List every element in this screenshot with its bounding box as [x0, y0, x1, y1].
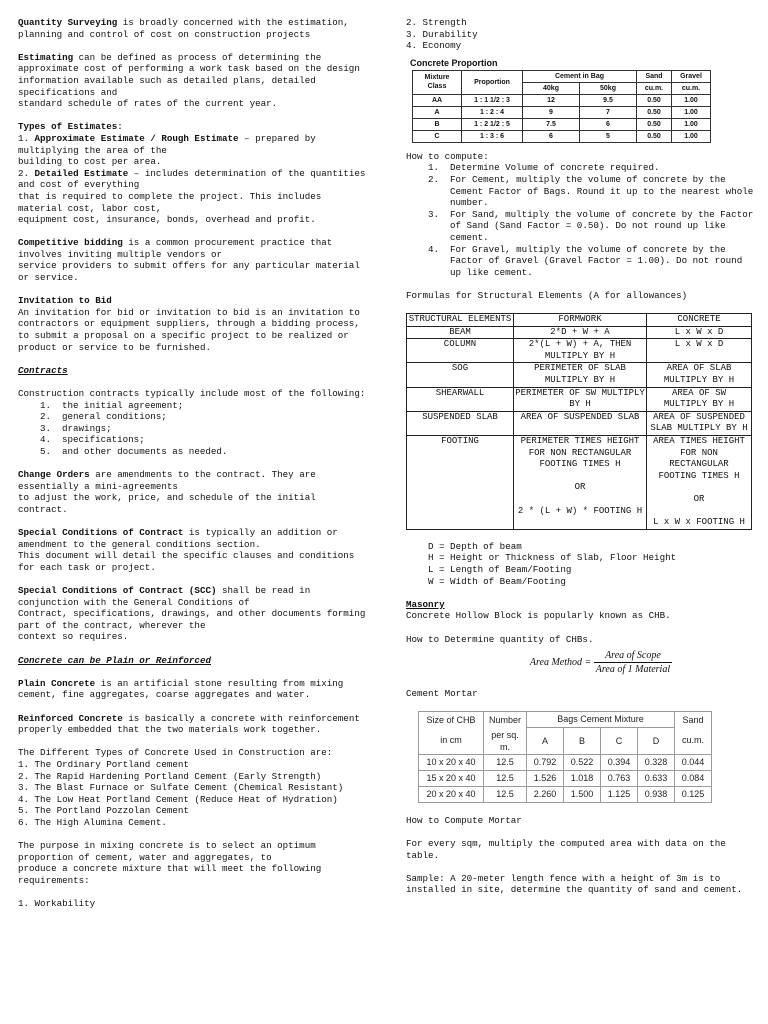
header-b: B — [564, 728, 601, 755]
list-item — [428, 209, 756, 244]
cell: FOOTING — [407, 436, 514, 530]
contracts-intro: Construction contracts typically include most of the following: — [18, 388, 366, 399]
cell: 0.084 — [675, 770, 712, 786]
concrete-proportion-title: Concrete Proportion — [410, 57, 498, 68]
cell: L x W x D — [647, 326, 752, 339]
contracts-list — [18, 400, 370, 458]
list-item — [40, 434, 370, 446]
cell: 0.50 — [637, 130, 672, 142]
cell: 1.00 — [672, 106, 711, 118]
cell: 0.50 — [637, 118, 672, 130]
cell: AREA OF SUSPENDED SLAB — [514, 411, 647, 435]
list-item — [428, 244, 756, 279]
header-bags: Bags Cement Mixture — [527, 712, 675, 728]
change-orders-paragraph — [18, 469, 370, 515]
concrete-title: Concrete can be Plain or Reinforced — [18, 654, 211, 666]
scc-paragraph — [18, 585, 370, 643]
header-d: D — [638, 728, 675, 755]
cell: 1.125 — [601, 786, 638, 802]
concrete-proportion-table — [412, 70, 711, 143]
table-row — [407, 411, 752, 435]
sc-term: Special Conditions of Contract — [18, 527, 184, 539]
list-item — [40, 446, 370, 458]
cell: AREA OF SUSPENDED SLAB MULTIPLY BY H — [647, 411, 752, 435]
header-sand-unit: cu.m. — [637, 82, 672, 94]
list-num: 1. — [428, 162, 440, 174]
cell: 2*D + W + A — [514, 326, 647, 339]
table-row — [413, 106, 711, 118]
sc-text: is typically an addition or amendment to the general conditions section. This document will detail the specific clauses and conditions for each task or project. — [18, 527, 355, 573]
list-num: 3. — [428, 208, 440, 220]
table-header-row — [419, 712, 712, 728]
header-size: Size of CHB — [419, 712, 484, 728]
concrete-types-block — [18, 747, 370, 828]
cell: 10 x 20 x 40 — [419, 754, 484, 770]
cb-term: Competitive bidding — [18, 237, 123, 249]
cell: SOG — [407, 363, 514, 387]
list-text: the initial agreement; — [62, 399, 184, 411]
table-row — [407, 339, 752, 363]
cell: AREA OF SLAB MULTIPLY BY H — [647, 363, 752, 387]
estimating-term: Estimating — [18, 51, 74, 63]
cell: 7.5 — [523, 118, 580, 130]
sample-text: Sample: A 20-meter length fence with a height of 3m is to installed in site, determine the quantity of sand and cement. — [406, 872, 743, 896]
cell: PERIMETER OF SW MULTIPLY BY H — [514, 387, 647, 411]
cell: 6 — [523, 130, 580, 142]
cell: 0.50 — [637, 106, 672, 118]
list-item: D = Depth of beam — [428, 540, 522, 552]
list-text: Determine Volume of concrete required. — [450, 162, 660, 174]
formulas-title: Formulas for Structural Elements (A for allowances) — [406, 289, 688, 301]
cell: 12.5 — [484, 786, 527, 802]
cell: 0.50 — [637, 94, 672, 106]
list-item: 4. The Low Heat Portland Cement (Reduce Heat of Hydration) — [18, 793, 338, 805]
header-proportion: Proportion — [462, 70, 523, 94]
cell: 0.792 — [527, 754, 564, 770]
right-column — [406, 17, 756, 908]
header-sand: Sand — [637, 70, 672, 82]
list-num: 2. — [428, 173, 440, 185]
cell: 1.018 — [564, 770, 601, 786]
estimating-paragraph — [18, 52, 370, 110]
footing-formwork-or: OR — [574, 482, 586, 493]
formula-denominator: Area of 1 Material — [595, 664, 671, 676]
footing-concrete-b: L x W x FOOTING H — [653, 517, 745, 528]
cell: 9.5 — [580, 94, 637, 106]
cell: 1.500 — [564, 786, 601, 802]
cell: 0.522 — [564, 754, 601, 770]
concrete-heading — [18, 655, 370, 667]
type1-text: – prepared by multiplying the area of the building to cost per area. — [18, 132, 316, 168]
list-item: 1. The Ordinary Portland cement — [18, 759, 189, 770]
cell: 5 — [580, 130, 637, 142]
list-item: W = Width of Beam/Footing — [428, 575, 566, 587]
header-sand-unit: cu.m. — [675, 728, 712, 755]
cell: 1 : 1 1/2 : 3 — [462, 94, 523, 106]
cell: 12.5 — [484, 770, 527, 786]
footing-concrete-or: OR — [693, 494, 705, 504]
list-item: 4. Economy — [406, 40, 462, 52]
cell: C — [413, 130, 462, 142]
cell: L x W x D — [647, 339, 752, 363]
header-a: A — [527, 728, 564, 755]
table-row — [407, 326, 752, 339]
header-50kg: 50kg — [580, 82, 637, 94]
pc-text: is an artificial stone resulting from mixing cement, fine aggregates, coarse aggregates and water. — [18, 677, 344, 701]
table-row — [413, 118, 711, 130]
structural-elements-table — [406, 313, 752, 530]
cement-mortar-table — [418, 711, 712, 803]
list-item — [40, 400, 370, 412]
list-item: 3. Durability — [406, 28, 478, 40]
list-item: 6. The High Alumina Cement. — [18, 816, 167, 828]
masonry-title: Masonry — [406, 598, 445, 610]
chb-howto: How to Determine quantity of CHBs. — [406, 633, 594, 645]
cell: 12 — [523, 94, 580, 106]
cell: 2*(L + W) + A, THEN MULTIPLY BY H — [514, 339, 647, 363]
header-sand: Sand — [675, 712, 712, 728]
footing-concrete-a: AREA TIMES HEIGHT FOR NON RECTANGULAR FOOTING TIMES H — [653, 436, 745, 481]
header-size-unit: in cm — [419, 728, 484, 755]
cell: 15 x 20 x 40 — [419, 770, 484, 786]
cell: 1.526 — [527, 770, 564, 786]
cell: 1 : 2 : 4 — [462, 106, 523, 118]
qs-paragraph — [18, 17, 370, 40]
type1-num: 1. — [18, 132, 35, 144]
list-text: drawings; — [62, 422, 112, 434]
cell: 1 : 2 1/2 : 5 — [462, 118, 523, 130]
concrete-types-intro: The Different Types of Concrete Used in Construction are: — [18, 747, 333, 759]
cell: 20 x 20 x 40 — [419, 786, 484, 802]
cell: 1 : 3 : 6 — [462, 130, 523, 142]
table-row — [419, 770, 712, 786]
types-colon: : — [117, 121, 123, 133]
pc-term: Plain Concrete — [18, 677, 96, 689]
table-row — [407, 363, 752, 387]
list-text: general conditions; — [62, 411, 167, 423]
cell: 9 — [523, 106, 580, 118]
list-text: specifications; — [62, 434, 145, 446]
table-row — [407, 436, 752, 530]
table-header-row — [413, 70, 711, 82]
header-mixture-class: Mixture Class — [413, 70, 462, 94]
cell: 6 — [580, 118, 637, 130]
cell: 0.763 — [601, 770, 638, 786]
header-formwork: FORMWORK — [514, 314, 647, 327]
scc-term: Special Conditions of Contract (SCC) — [18, 585, 217, 597]
table-row — [413, 130, 711, 142]
cell: 0.394 — [601, 754, 638, 770]
howto-title: How to compute: — [406, 150, 489, 162]
type2-text: – includes determination of the quantities and cost of everything that is required to complete the project. This includes material cost, labor cost, equipment cost, insurance, bonds, overhead and profit. — [18, 167, 366, 226]
footing-formwork-a: PERIMETER TIMES HEIGHT FOR NON RECTANGULAR FOOTING TIMES H — [520, 436, 640, 470]
rc-term: Reinforced Concrete — [18, 712, 123, 724]
list-item: H = Height or Thickness of Slab, Floor Height — [428, 552, 677, 564]
header-number: Number — [484, 712, 527, 728]
contracts-title: Contracts — [18, 364, 68, 376]
list-item: 5. The Portland Pozzolan Cement — [18, 805, 189, 817]
formula-lhs: Area Method = — [529, 656, 592, 668]
cell: 0.633 — [638, 770, 675, 786]
list-num: 3. — [40, 422, 52, 434]
header-cement-in-bag: Cement in Bag — [523, 70, 637, 82]
table-header-row — [419, 728, 712, 755]
rc-text: is basically a concrete with reinforcement properly embedded that the two materials work together. — [18, 712, 366, 736]
list-item — [40, 423, 370, 435]
howto-list — [406, 162, 756, 278]
cell: 1.00 — [672, 130, 711, 142]
list-item: L = Length of Beam/Footing — [428, 563, 572, 575]
type2-num: 2. — [18, 167, 35, 179]
header-number-unit: per sq. m. — [484, 728, 527, 755]
qs-text: is broadly concerned with the estimation, planning and control of cost on construction projects — [18, 17, 355, 40]
cell: BEAM — [407, 326, 514, 339]
cell: 7 — [580, 106, 637, 118]
list-num: 2. — [40, 411, 52, 423]
header-element: STRUCTURAL ELEMENTS — [407, 314, 514, 327]
definitions — [428, 541, 756, 587]
list-item — [40, 411, 370, 423]
table-row — [413, 94, 711, 106]
cell: 2.260 — [527, 786, 564, 802]
cell: 1.00 — [672, 118, 711, 130]
cell: 12.5 — [484, 754, 527, 770]
list-item — [428, 174, 756, 209]
header-concrete: CONCRETE — [647, 314, 752, 327]
list-item: 3. The Blast Furnace or Sulfate Cement (Chemical Resistant) — [18, 782, 344, 794]
cell: AA — [413, 94, 462, 106]
cell: A — [413, 106, 462, 118]
mortar-title: Cement Mortar — [406, 688, 478, 700]
contracts-heading — [18, 365, 370, 377]
left-column — [18, 17, 370, 910]
list-item: 2. Strength — [406, 17, 467, 28]
header-c: C — [601, 728, 638, 755]
cell: PERIMETER OF SLAB MULTIPLY BY H — [514, 363, 647, 387]
cell: 1.00 — [672, 94, 711, 106]
cell: 0.044 — [675, 754, 712, 770]
list-text: For Sand, multiply the volume of concrete by the Factor of Sand (Sand Factor = 0.50). Do not round up like cement. — [450, 208, 754, 243]
type2-term: Detailed Estimate — [34, 167, 129, 179]
list-text: and other documents as needed. — [62, 445, 228, 457]
table-header-row — [407, 314, 752, 327]
itb-title: Invitation to Bid — [18, 295, 112, 307]
formula-numerator: Area of Scope — [594, 649, 672, 663]
special-conditions-paragraph — [18, 527, 370, 573]
cell: 0.328 — [638, 754, 675, 770]
type1-term: Approximate Estimate / Rough Estimate — [34, 132, 239, 144]
types-of-estimates — [18, 121, 370, 225]
area-method-formula — [446, 649, 756, 676]
footing-formwork-b: 2 * (L + W) * FOOTING H — [517, 505, 643, 516]
cb-text: is a common procurement practice that involves inviting multiple vendors or service providers to submit offers for any particular material or service. — [18, 237, 360, 284]
table-row — [419, 754, 712, 770]
list-num: 4. — [40, 434, 52, 446]
cell: COLUMN — [407, 339, 514, 363]
header-gravel-unit: cu.m. — [672, 82, 711, 94]
table-row — [419, 786, 712, 802]
cell: AREA OF SW MULTIPLY BY H — [647, 387, 752, 411]
list-item: 2. The Rapid Hardening Portland Cement (Early Strength) — [18, 770, 322, 782]
plain-concrete-paragraph — [18, 678, 370, 701]
cell — [514, 436, 647, 530]
invitation-to-bid — [18, 295, 370, 353]
co-text: are amendments to the contract. They are essentially a mini-agreements to adjust the work, price, and schedule of the initial contract. — [18, 469, 316, 515]
scc-text: shall be read in conjunction with the General Conditions of Contract, specifications, drawings, and other documents forming part of the contract, wherever the context so requires. — [18, 585, 366, 643]
cell: B — [413, 118, 462, 130]
purpose-paragraph: The purpose in mixing concrete is to select an optimum proportion of cement, water and aggregates, to produce a concrete mixture that will meet the following requirements: — [18, 840, 322, 886]
estimating-text: can be defined as process of determining the approximate cost of performing a work task based on the design information available such as detailed plans, detailed specifications and standard schedule of rates of the current year. — [18, 51, 360, 110]
cell: SHEARWALL — [407, 387, 514, 411]
formula-fraction — [594, 649, 672, 676]
qs-term: Quantity Surveying — [18, 17, 118, 28]
header-gravel: Gravel — [672, 70, 711, 82]
cell: 0.938 — [638, 786, 675, 802]
list-num: 5. — [40, 445, 52, 457]
cell: 0.125 — [675, 786, 712, 802]
types-title: Types of Estimates — [18, 121, 118, 133]
mortar-howto: How to Compute Mortar — [406, 814, 522, 826]
list-item — [428, 162, 756, 174]
table-row — [407, 387, 752, 411]
masonry-text: Concrete Hollow Block is popularly known as CHB. — [406, 610, 671, 622]
cell — [647, 436, 752, 530]
header-40kg: 40kg — [523, 82, 580, 94]
list-num: 4. — [428, 243, 440, 255]
mortar-text: For every sqm, multiply the computed area with data on the table. — [406, 838, 732, 861]
reinforced-concrete-paragraph — [18, 713, 370, 736]
cell: SUSPENDED SLAB — [407, 411, 514, 435]
list-text: For Cement, multiply the volume of concrete by the Cement Factor of Bags. Round it up to the nearest whole number. — [450, 173, 754, 209]
requirement-1: 1. Workability — [18, 898, 96, 910]
co-term: Change Orders — [18, 469, 90, 481]
itb-text: An invitation for bid or invitation to bid is an invitation to contractors or equipment suppliers, through a bidding process, to submit a proposal on a specific project to be realized or product or service to be furnished. — [18, 306, 366, 353]
list-num: 1. — [40, 399, 52, 411]
list-text: For Gravel, multiply the volume of concrete by the Factor of Gravel (Gravel Factor = 1.00). Do not round up like cement. — [450, 243, 743, 278]
competitive-bidding-paragraph — [18, 237, 370, 283]
